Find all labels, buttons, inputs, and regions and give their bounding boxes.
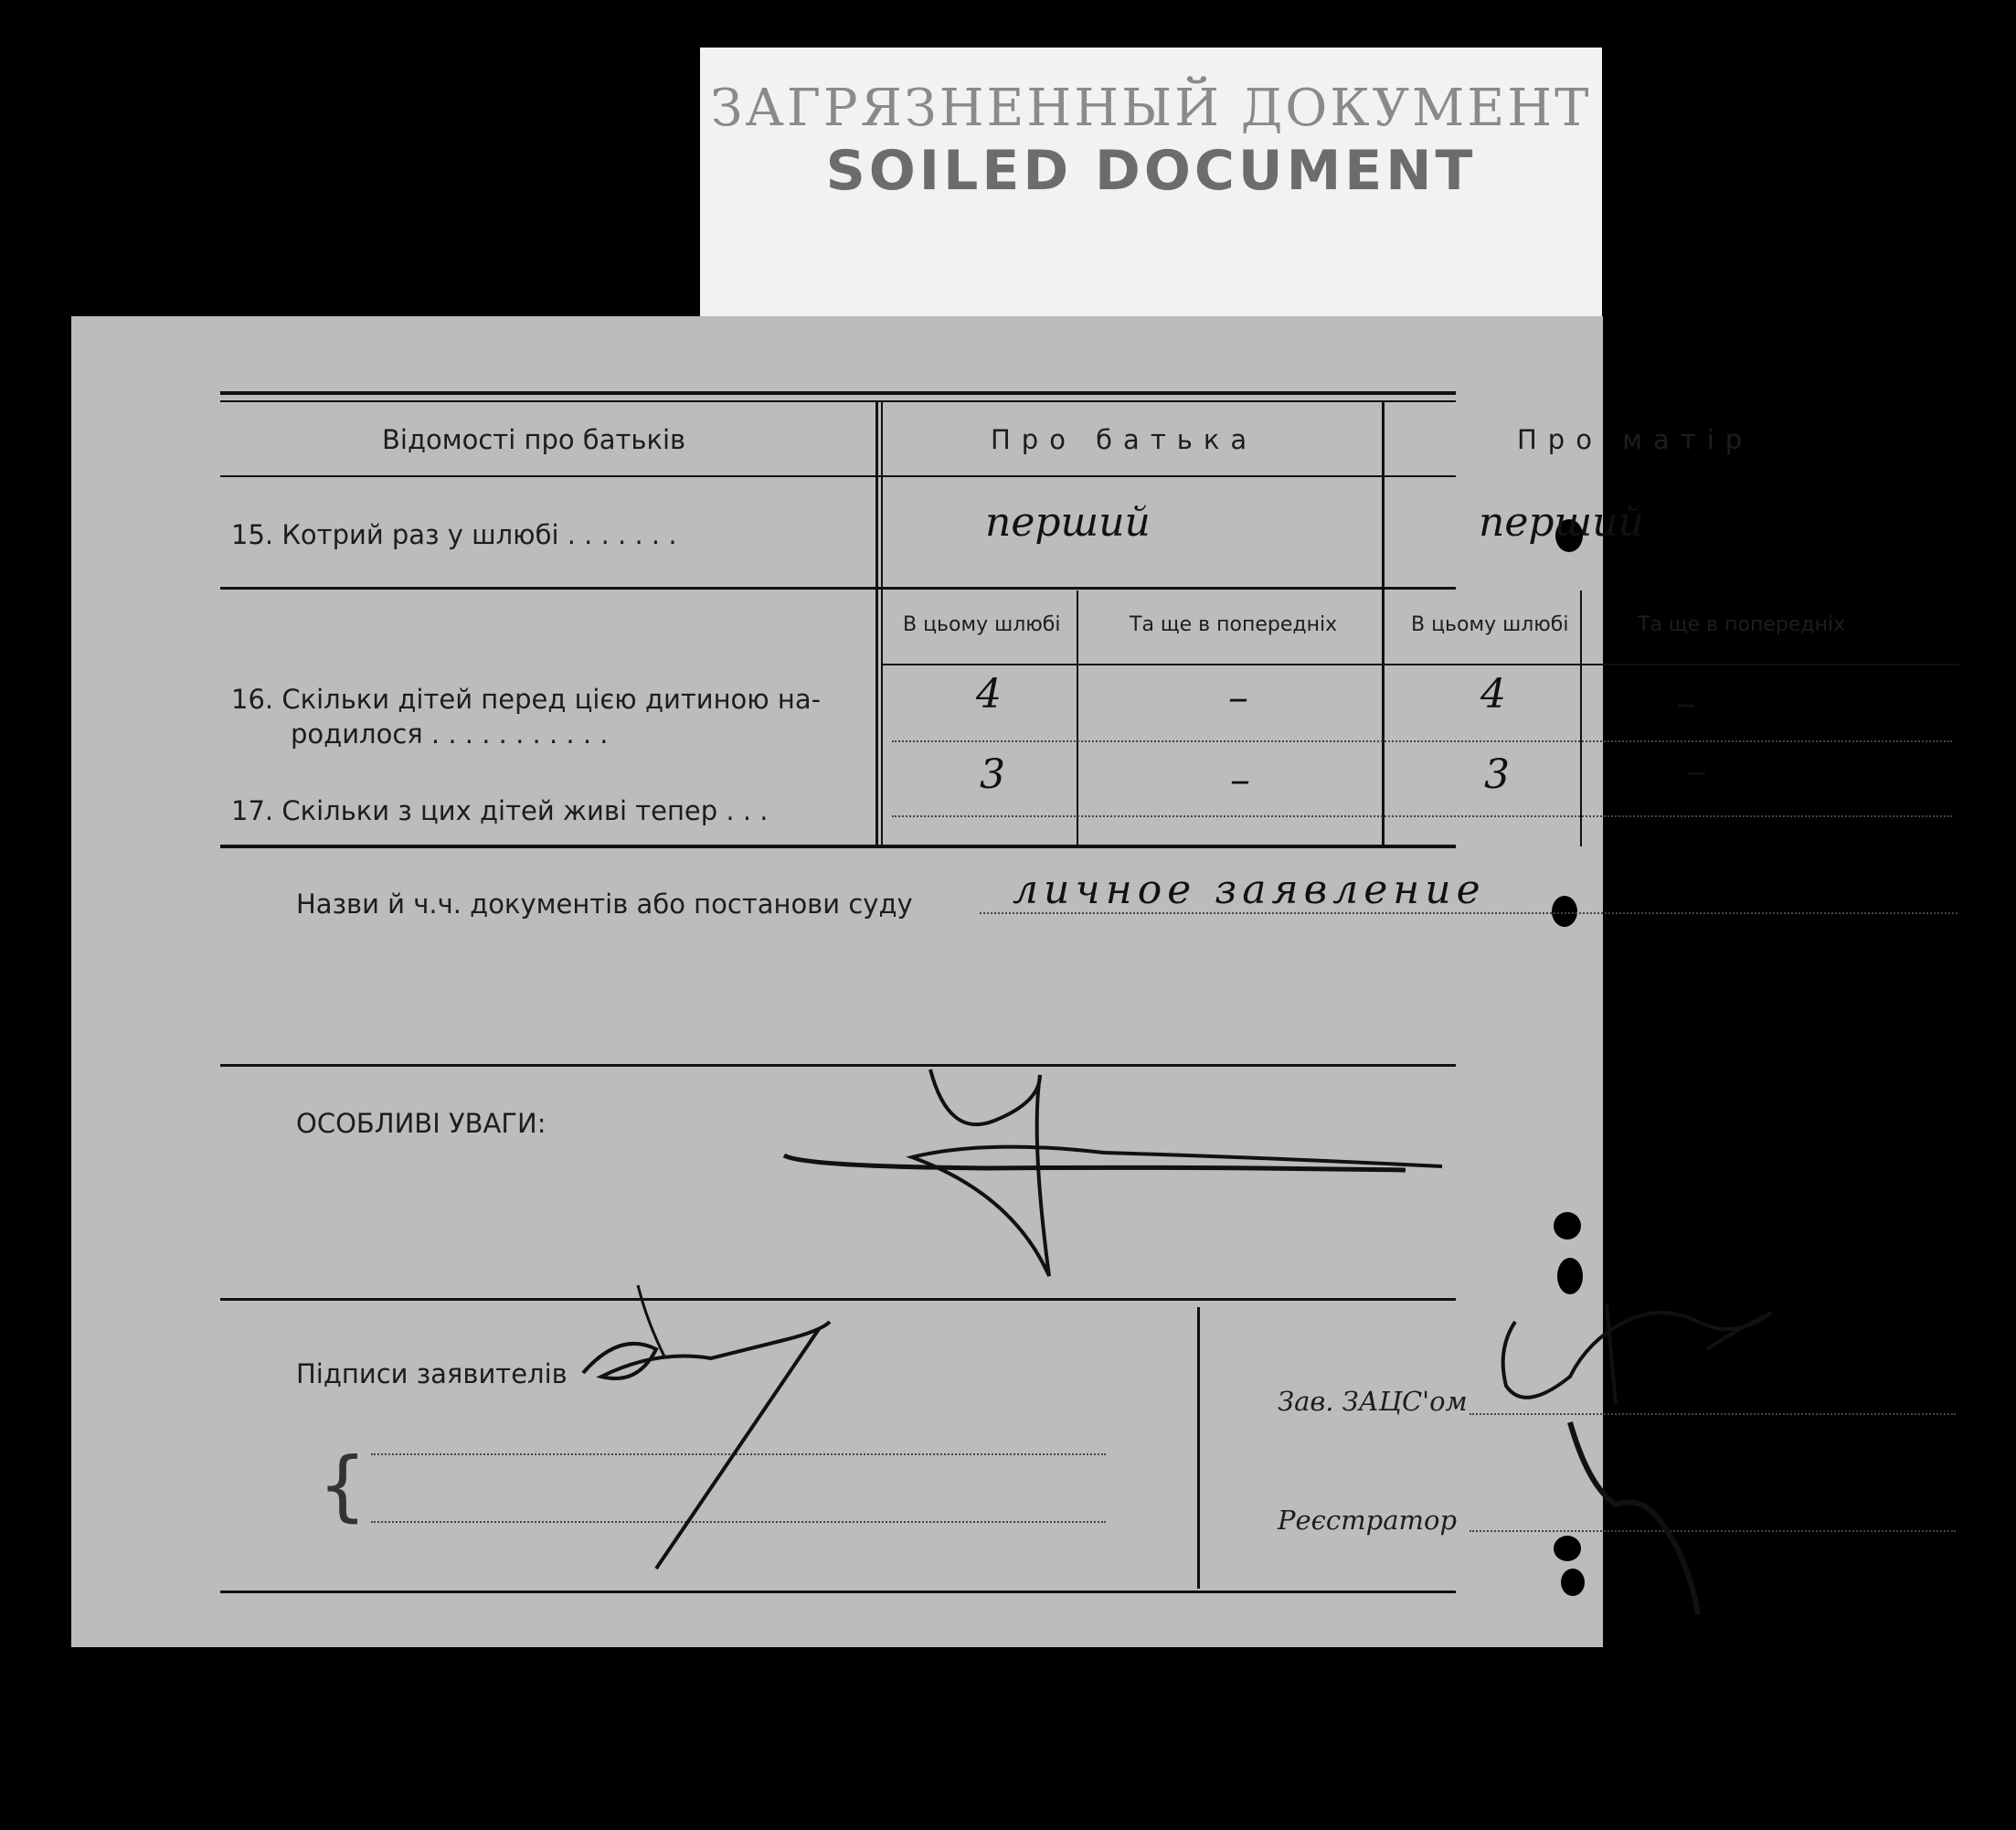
row17-father-prev: – xyxy=(1230,757,1250,803)
punch-hole xyxy=(1554,1212,1581,1240)
applicants-brace: { xyxy=(318,1441,367,1530)
stamp-line-english: SOILED DOCUMENT xyxy=(825,139,1477,203)
row16-mother-this: 4 xyxy=(1480,671,1506,718)
column-divider xyxy=(1580,590,1582,846)
sub-header-this-marriage: В цьому шлюбі xyxy=(903,613,1061,636)
punch-hole xyxy=(1557,1258,1583,1294)
row17-mother-prev: – xyxy=(1687,748,1707,794)
registrar-signature-line xyxy=(1470,1530,1956,1532)
row15-label: 15. Котрий раз у шлюбі . . . . . . . xyxy=(231,519,677,550)
header-parents-info: Відомості про батьків xyxy=(382,424,686,455)
row17-father-this: 3 xyxy=(980,751,1005,798)
remarks-top-rule xyxy=(220,1064,1456,1067)
head-signature xyxy=(71,316,72,317)
row16-label-line1: 16. Скільки дітей перед цією дитиною на- xyxy=(231,684,822,715)
column-divider xyxy=(1382,402,1385,846)
row17-dotted-line xyxy=(892,815,1952,817)
row16-mother-prev: – xyxy=(1676,680,1696,727)
header-father: Про батька xyxy=(991,424,1258,455)
row16-dotted-line xyxy=(892,740,1952,742)
form-page xyxy=(71,316,1846,1647)
row15-father-value: перший xyxy=(985,499,1151,546)
signature-divider xyxy=(1197,1307,1200,1589)
punch-hole xyxy=(1561,1569,1585,1596)
remarks-label: ОСОБЛИВІ УВАГИ: xyxy=(296,1108,546,1139)
documents-label: Назви й ч.ч. документів або постанови суду xyxy=(296,888,913,920)
row15-mother-value: перший xyxy=(1479,499,1644,546)
stamp-line-russian: ЗАГРЯЗНЕННЫЙ ДОКУМЕНТ xyxy=(710,79,1592,138)
remarks-bottom-rule xyxy=(220,1298,1456,1301)
header-mother: Про матір xyxy=(1517,424,1754,455)
table-top-rule xyxy=(220,400,1456,402)
row16-father-prev: – xyxy=(1228,675,1248,721)
row-rule xyxy=(220,587,1456,590)
soiled-document-stamp xyxy=(700,48,1602,320)
registrar-label: Реєстратор xyxy=(1278,1505,1458,1536)
row16-father-this: 4 xyxy=(976,671,1002,718)
table-bottom-rule xyxy=(220,845,1456,848)
sub-header-rule xyxy=(881,664,1959,665)
table-top-rule xyxy=(220,391,1456,395)
punch-hole xyxy=(1552,896,1577,927)
column-divider xyxy=(1077,590,1078,846)
page-bottom-rule xyxy=(220,1591,1456,1593)
sub-header-previous: Та ще в попередніх xyxy=(1130,613,1338,636)
header-rule xyxy=(220,475,1456,477)
row17-label: 17. Скільки з цих дітей живі тепер . . . xyxy=(231,795,769,826)
head-of-registry-label: Зав. ЗАЦС'ом xyxy=(1278,1386,1468,1417)
punch-hole xyxy=(1554,1536,1581,1561)
row16-label-line2: родилося . . . . . . . . . . . xyxy=(291,718,609,750)
applicant-signature-line-2 xyxy=(371,1521,1106,1523)
applicant-signature-line-1 xyxy=(371,1453,1106,1455)
row17-mother-this: 3 xyxy=(1484,751,1510,798)
column-divider xyxy=(875,402,878,846)
sub-header-previous: Та ще в попередніх xyxy=(1638,613,1846,636)
head-signature-line xyxy=(1470,1413,1956,1415)
applicants-signatures-label: Підписи заявителів xyxy=(296,1358,568,1389)
documents-value: личное заявление xyxy=(1013,867,1486,913)
sub-header-this-marriage: В цьому шлюбі xyxy=(1411,613,1569,636)
column-divider xyxy=(881,402,883,846)
